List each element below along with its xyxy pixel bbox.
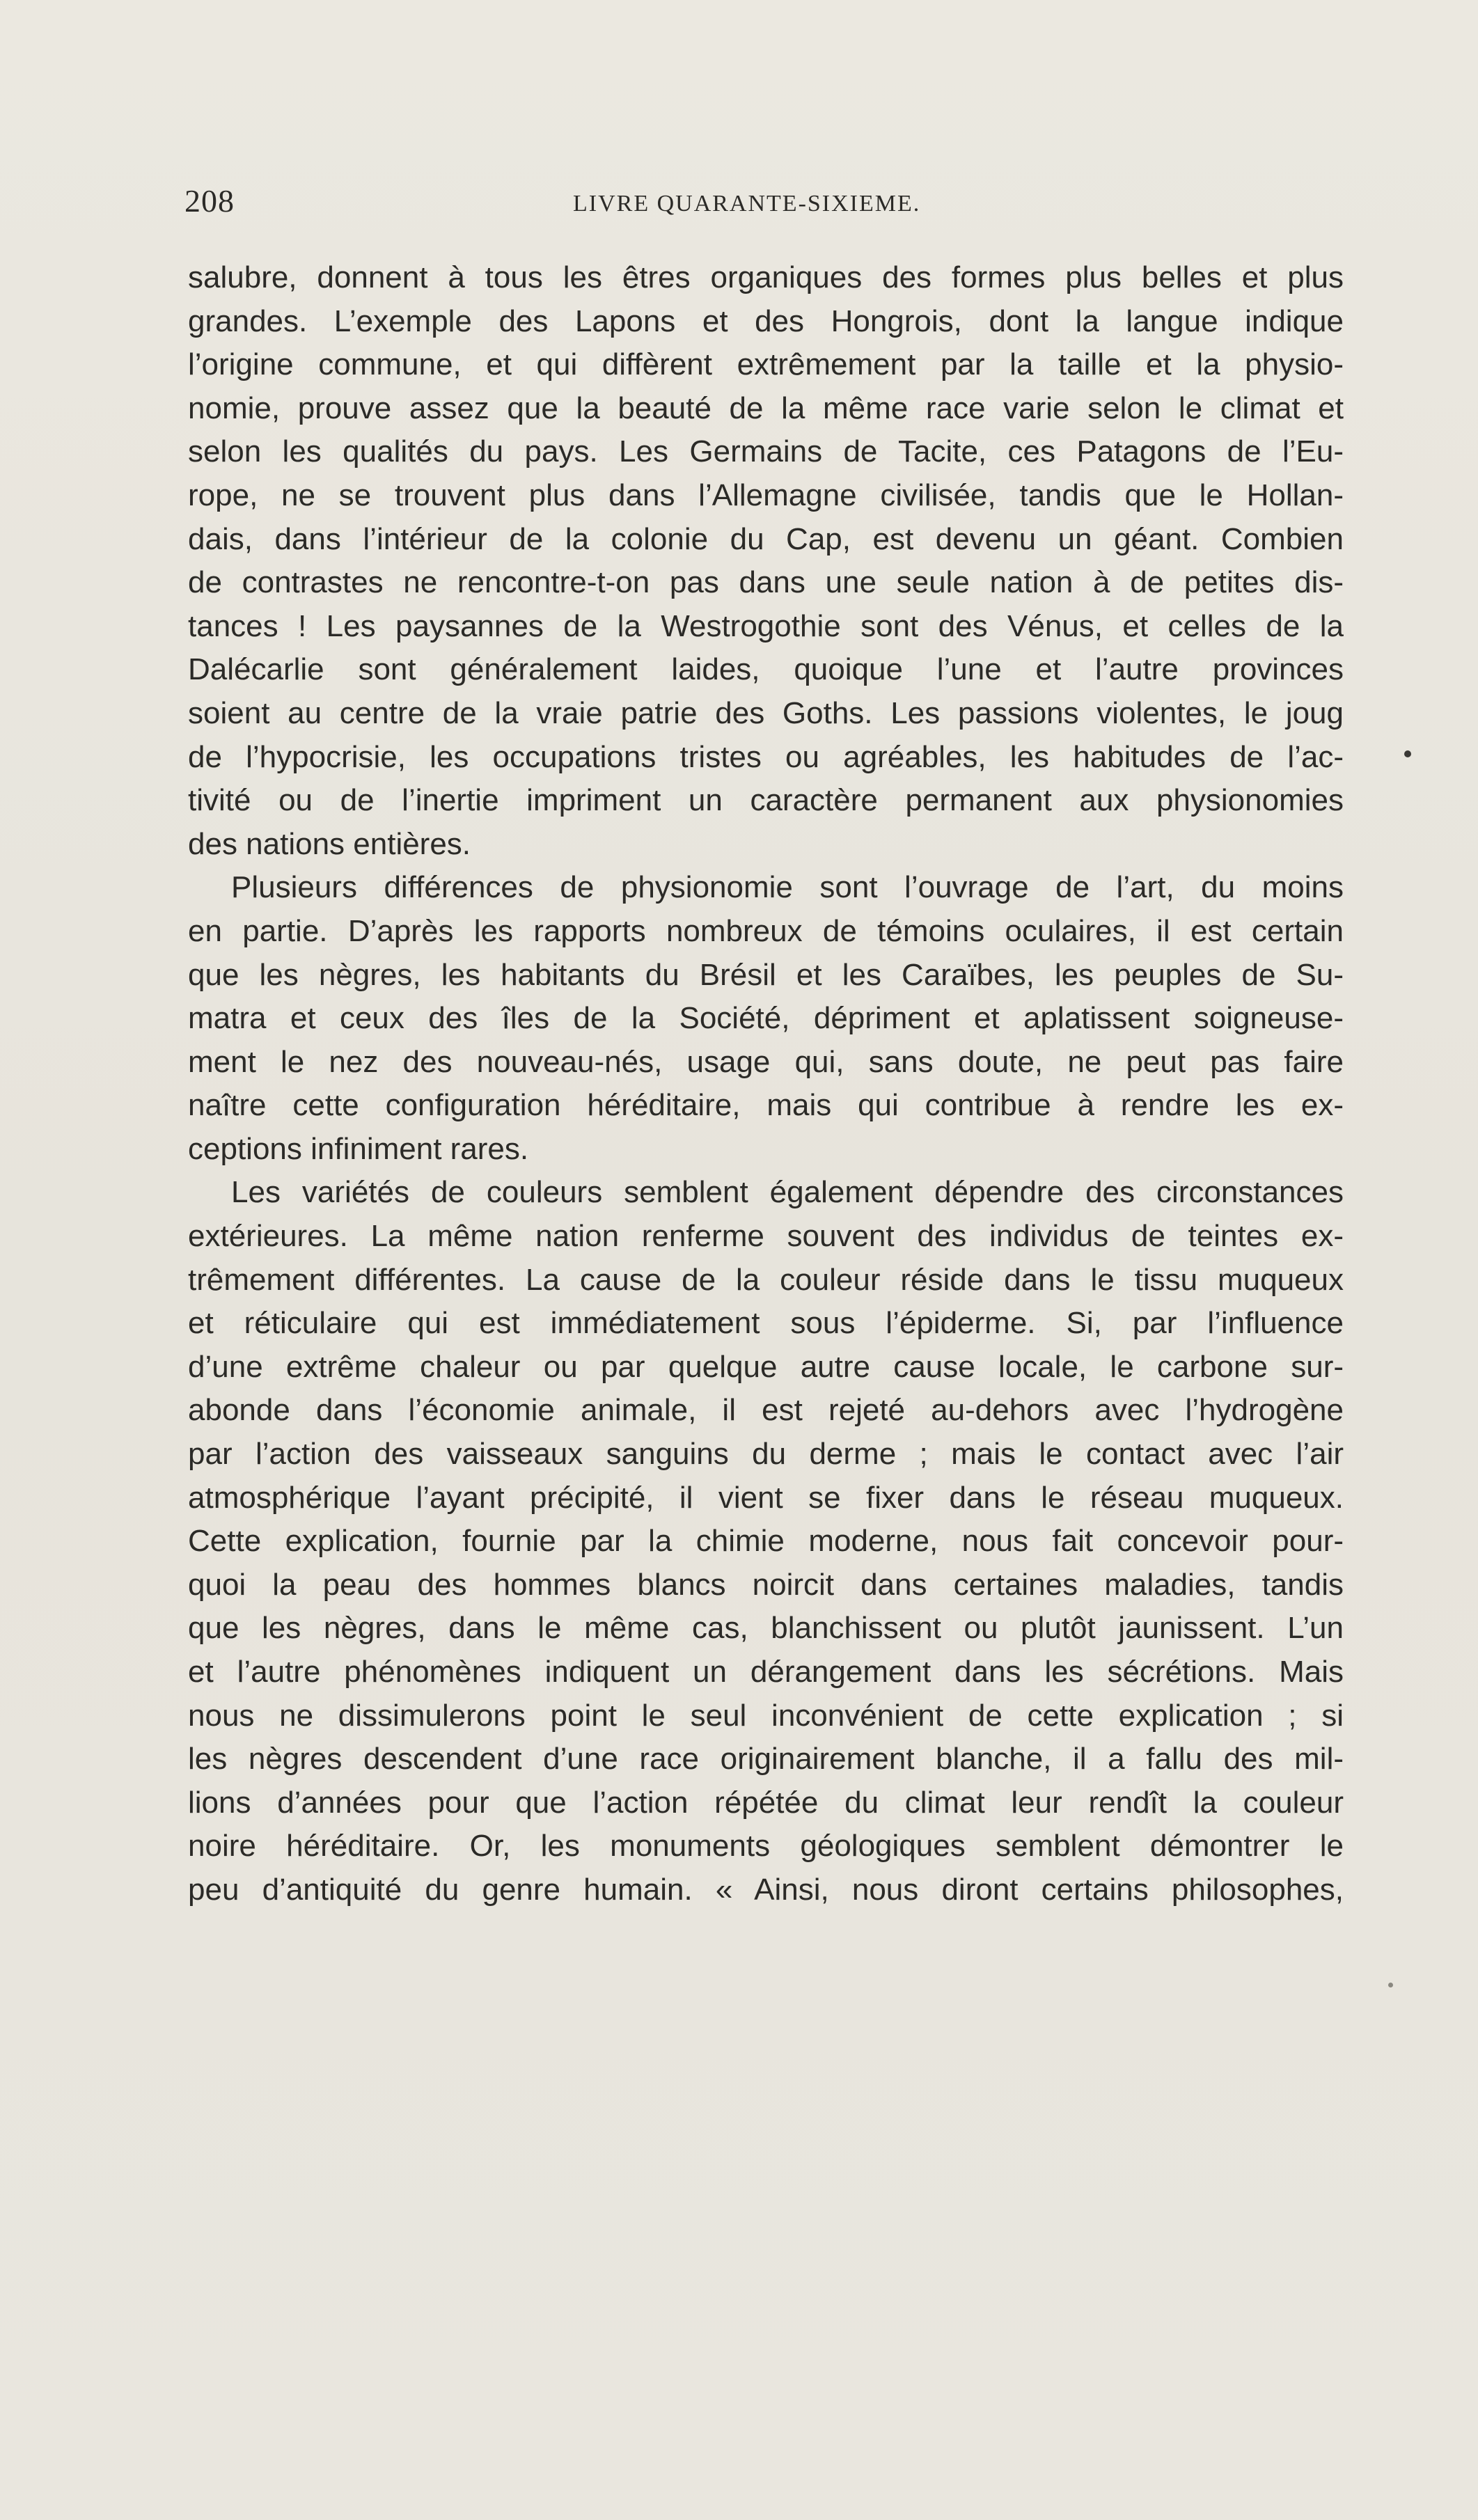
- page-header: [184, 182, 1347, 224]
- text-line: en partie. D’après les rapports nombreux de témoins oculaires, il est certain: [188, 913, 1344, 948]
- text-line: peu d’antiquité du genre humain. « Ainsi, nous diront certains philosophes,: [188, 1872, 1344, 1907]
- text-line: nous ne dissimulerons point le seul inconvénient de cette explication ; si: [188, 1698, 1344, 1733]
- text-line: tances ! Les paysannes de la Westrogothie sont des Vénus, et celles de la: [188, 608, 1344, 643]
- text-line: les nègres descendent d’une race originairement blanche, il a fallu des mil-: [188, 1742, 1344, 1777]
- text-line: extérieures. La même nation renferme souvent des individus de teintes ex-: [188, 1219, 1344, 1254]
- text-line: rope, ne se trouvent plus dans l’Allemagne civilisée, tandis que le Hollan-: [188, 478, 1344, 512]
- text-line: que les nègres, les habitants du Brésil et les Caraïbes, les peuples de Su-: [188, 957, 1344, 992]
- text-line: atmosphérique l’ayant précipité, il vient se fixer dans le réseau muqueux.: [188, 1480, 1344, 1515]
- text-line: abonde dans l’économie animale, il est rejeté au-dehors avec l’hydrogène: [188, 1393, 1344, 1428]
- text-line: noire héréditaire. Or, les monuments géologiques semblent démontrer le: [188, 1829, 1344, 1864]
- text-line: selon les qualités du pays. Les Germains de Tacite, ces Patagons de l’Eu-: [188, 434, 1344, 469]
- text-line: l’origine commune, et qui diffèrent extrêmement par la taille et la physio-: [188, 347, 1344, 382]
- text-line: et l’autre phénomènes indiquent un dérangement dans les sécrétions. Mais: [188, 1655, 1344, 1689]
- text-line: tivité ou de l’inertie impriment un caractère permanent aux physionomies: [188, 783, 1344, 818]
- text-line: de contrastes ne rencontre-t-on pas dans une seule nation à de petites dis-: [188, 565, 1344, 600]
- text-line: dais, dans l’intérieur de la colonie du Cap, est devenu un géant. Combien: [188, 521, 1344, 556]
- body-text: [188, 256, 1344, 1912]
- text-line: naître cette configuration héréditaire, mais qui contribue à rendre les ex-: [188, 1088, 1344, 1123]
- text-line: matra et ceux des îles de la Société, dépriment et aplatissent soigneuse-: [188, 1001, 1344, 1036]
- text-line: et réticulaire qui est immédiatement sous l’épiderme. Si, par l’influence: [188, 1306, 1344, 1341]
- text-line: salubre, donnent à tous les êtres organiques des formes plus belles et plus: [188, 260, 1344, 294]
- text-line: Cette explication, fournie par la chimie moderne, nous fait concevoir pour-: [188, 1524, 1344, 1559]
- margin-dot: [1404, 750, 1411, 757]
- text-line: des nations entières.: [188, 826, 471, 861]
- text-line: Plusieurs différences de physionomie sont l’ouvrage de l’art, du moins: [231, 870, 1344, 905]
- text-line: soient au centre de la vraie patrie des Goths. Les passions violentes, le joug: [188, 695, 1344, 730]
- text-line: que les nègres, dans le même cas, blanchissent ou plutôt jaunissent. L’un: [188, 1611, 1344, 1646]
- text-line: lions d’années pour que l’action répétée du climat leur rendît la couleur: [188, 1785, 1344, 1820]
- text-line: Les variétés de couleurs semblent également dépendre des circonstances: [231, 1175, 1344, 1210]
- text-line: ceptions infiniment rares.: [188, 1131, 529, 1166]
- text-line: de l’hypocrisie, les occupations tristes ou agréables, les habitudes de l’ac-: [188, 739, 1344, 774]
- text-line: d’une extrême chaleur ou par quelque autre cause locale, le carbone sur-: [188, 1349, 1344, 1384]
- text-line: grandes. L’exemple des Lapons et des Hongrois, dont la langue indique: [188, 304, 1344, 338]
- margin-dot: [1388, 1983, 1393, 1987]
- text-line: par l’action des vaisseaux sanguins du derme ; mais le contact avec l’air: [188, 1437, 1344, 1472]
- page-number: 208: [184, 183, 235, 219]
- text-line: quoi la peau des hommes blancs noircit dans certaines maladies, tandis: [188, 1567, 1344, 1602]
- text-line: Dalécarlie sont généralement laides, quoique l’une et l’autre provinces: [188, 652, 1344, 687]
- text-line: ment le nez des nouveau-nés, usage qui, sans doute, ne peut pas faire: [188, 1044, 1344, 1079]
- text-line: trêmement différentes. La cause de la couleur réside dans le tissu muqueux: [188, 1262, 1344, 1297]
- text-line: nomie, prouve assez que la beauté de la même race varie selon le climat et: [188, 391, 1344, 425]
- running-head: LIVRE QUARANTE-SIXIEME.: [573, 191, 921, 216]
